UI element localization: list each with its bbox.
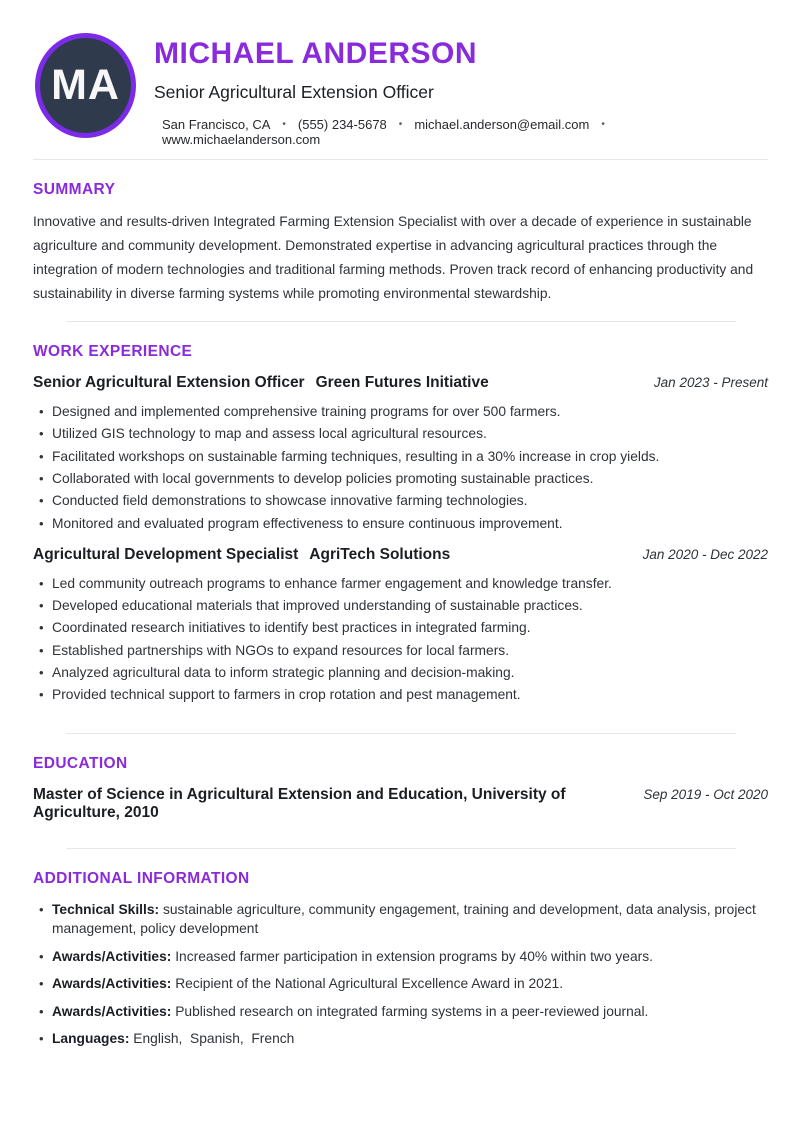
section-education: [33, 755, 768, 822]
item-text: Published research on integrated farming systems in a peer-reviewed journal.: [171, 1003, 649, 1019]
education-degree: Master of Science in Agricultural Extension and Education, University of Agriculture, 2010: [33, 785, 566, 821]
job-bullet-list: [33, 401, 768, 535]
additional-info-item: [33, 1002, 768, 1022]
job-bullet: • Coordinated research initiatives to identify best practices in integrated farming.: [33, 617, 768, 639]
job-company: AgriTech Solutions: [309, 545, 451, 563]
resume-header: [0, 0, 800, 147]
job-dates: Jan 2023 - Present: [653, 375, 768, 391]
dot-separator-icon: •: [282, 119, 286, 130]
section-summary: [33, 181, 768, 306]
dot-separator-icon: •: [398, 119, 403, 130]
contact-website: www.michaelanderson.com: [162, 132, 321, 147]
contact-row: [154, 117, 768, 147]
avatar-initials: MA: [51, 61, 120, 109]
additional-info-item: [33, 1029, 768, 1049]
job-bullet: • Collaborated with local governments to develop policies promoting sustainable practices.: [33, 468, 768, 490]
job-bullet: • Designed and implemented comprehensive training programs for over 500 farmers.: [33, 401, 768, 423]
summary-heading: SUMMARY: [33, 181, 116, 198]
education-heading: EDUCATION: [33, 754, 128, 772]
job-bullet: • Analyzed agricultural data to inform strategic planning and decision-making.: [33, 662, 768, 684]
job-position: Senior Agricultural Extension Officer: [33, 374, 305, 392]
job-bullet: • Conducted field demonstrations to showcase innovative farming technologies.: [33, 490, 768, 512]
header-divider: [33, 159, 768, 160]
education-dates: Sep 2019 - Oct 2020: [643, 786, 768, 802]
section-work-experience: [33, 343, 768, 707]
additional-info-list: [33, 900, 768, 1049]
job-dates: Jan 2020 - Dec 2022: [642, 546, 768, 562]
item-label: Awards/Activities:: [52, 976, 172, 992]
item-label: Awards/Activities:: [52, 948, 172, 964]
resume-body: [0, 181, 800, 1097]
section-divider: [66, 848, 736, 849]
job-entry: [33, 374, 768, 535]
item-label: Technical Skills:: [52, 901, 160, 917]
contact-email: michael.anderson@email.com: [414, 117, 590, 132]
section-divider: [66, 321, 736, 322]
item-text: Recipient of the National Agricultural Excellence Award in 2021.: [171, 976, 564, 992]
job-position: Agricultural Development Specialist: [33, 545, 299, 563]
summary-text: Innovative and results-driven Integrated Farming Extension Specialist with over a decade of experience in sustainable agriculture and community development. Demonstrated expertise in advancing agricultural practices through the integration of modern technologies and traditional farming methods. Proven track record of enhancing productivity and sustainability in diverse farming systems while promoting environmental stewardship.: [33, 214, 754, 302]
additional-information-heading: ADDITIONAL INFORMATION: [33, 869, 250, 887]
job-entry: [33, 546, 768, 707]
additional-info-item: [33, 974, 768, 994]
education-entry: [33, 786, 768, 822]
item-label: Languages:: [52, 1031, 130, 1047]
job-bullet: • Established partnerships with NGOs to expand resources for local farmers.: [33, 640, 768, 662]
person-job-title: Senior Agricultural Extension Officer: [154, 82, 434, 102]
job-bullet-list: [33, 573, 768, 707]
work-experience-heading: WORK EXPERIENCE: [33, 343, 193, 361]
job-bullet: • Facilitated workshops on sustainable farming techniques, resulting in a 30% increase in crop yields.: [33, 446, 768, 468]
section-divider: [66, 733, 736, 734]
contact-phone: (555) 234-5678: [297, 117, 387, 132]
person-name: MICHAEL ANDERSON: [154, 37, 478, 70]
item-text: Increased farmer participation in extension programs by 40% within two years.: [171, 948, 653, 964]
job-header-row: [33, 374, 768, 392]
job-bullet: • Led community outreach programs to enhance farmer engagement and knowledge transfer.: [33, 573, 768, 595]
job-header-row: [33, 546, 768, 564]
avatar: [35, 33, 136, 138]
job-title-line: [33, 374, 489, 392]
job-bullet: • Utilized GIS technology to map and assess local agricultural resources.: [33, 423, 768, 445]
item-text: English, Spanish, French: [129, 1031, 295, 1047]
job-bullet: • Provided technical support to farmers in crop rotation and pest management.: [33, 684, 768, 706]
section-additional-information: [33, 870, 768, 1049]
contact-location: San Francisco, CA: [162, 117, 271, 132]
dot-separator-icon: •: [601, 119, 605, 130]
additional-info-item: [33, 900, 768, 939]
item-label: Awards/Activities:: [52, 1003, 172, 1019]
job-bullet: • Monitored and evaluated program effectiveness to ensure continuous improvement.: [33, 513, 768, 535]
job-bullet: • Developed educational materials that improved understanding of sustainable practices.: [33, 595, 768, 617]
job-company: Green Futures Initiative: [315, 374, 489, 392]
job-title-line: [33, 546, 450, 564]
header-text: [154, 33, 768, 147]
item-text: sustainable agriculture, community engagement, training and development, data analysis, project management, policy development: [52, 901, 760, 937]
additional-info-item: [33, 947, 768, 967]
